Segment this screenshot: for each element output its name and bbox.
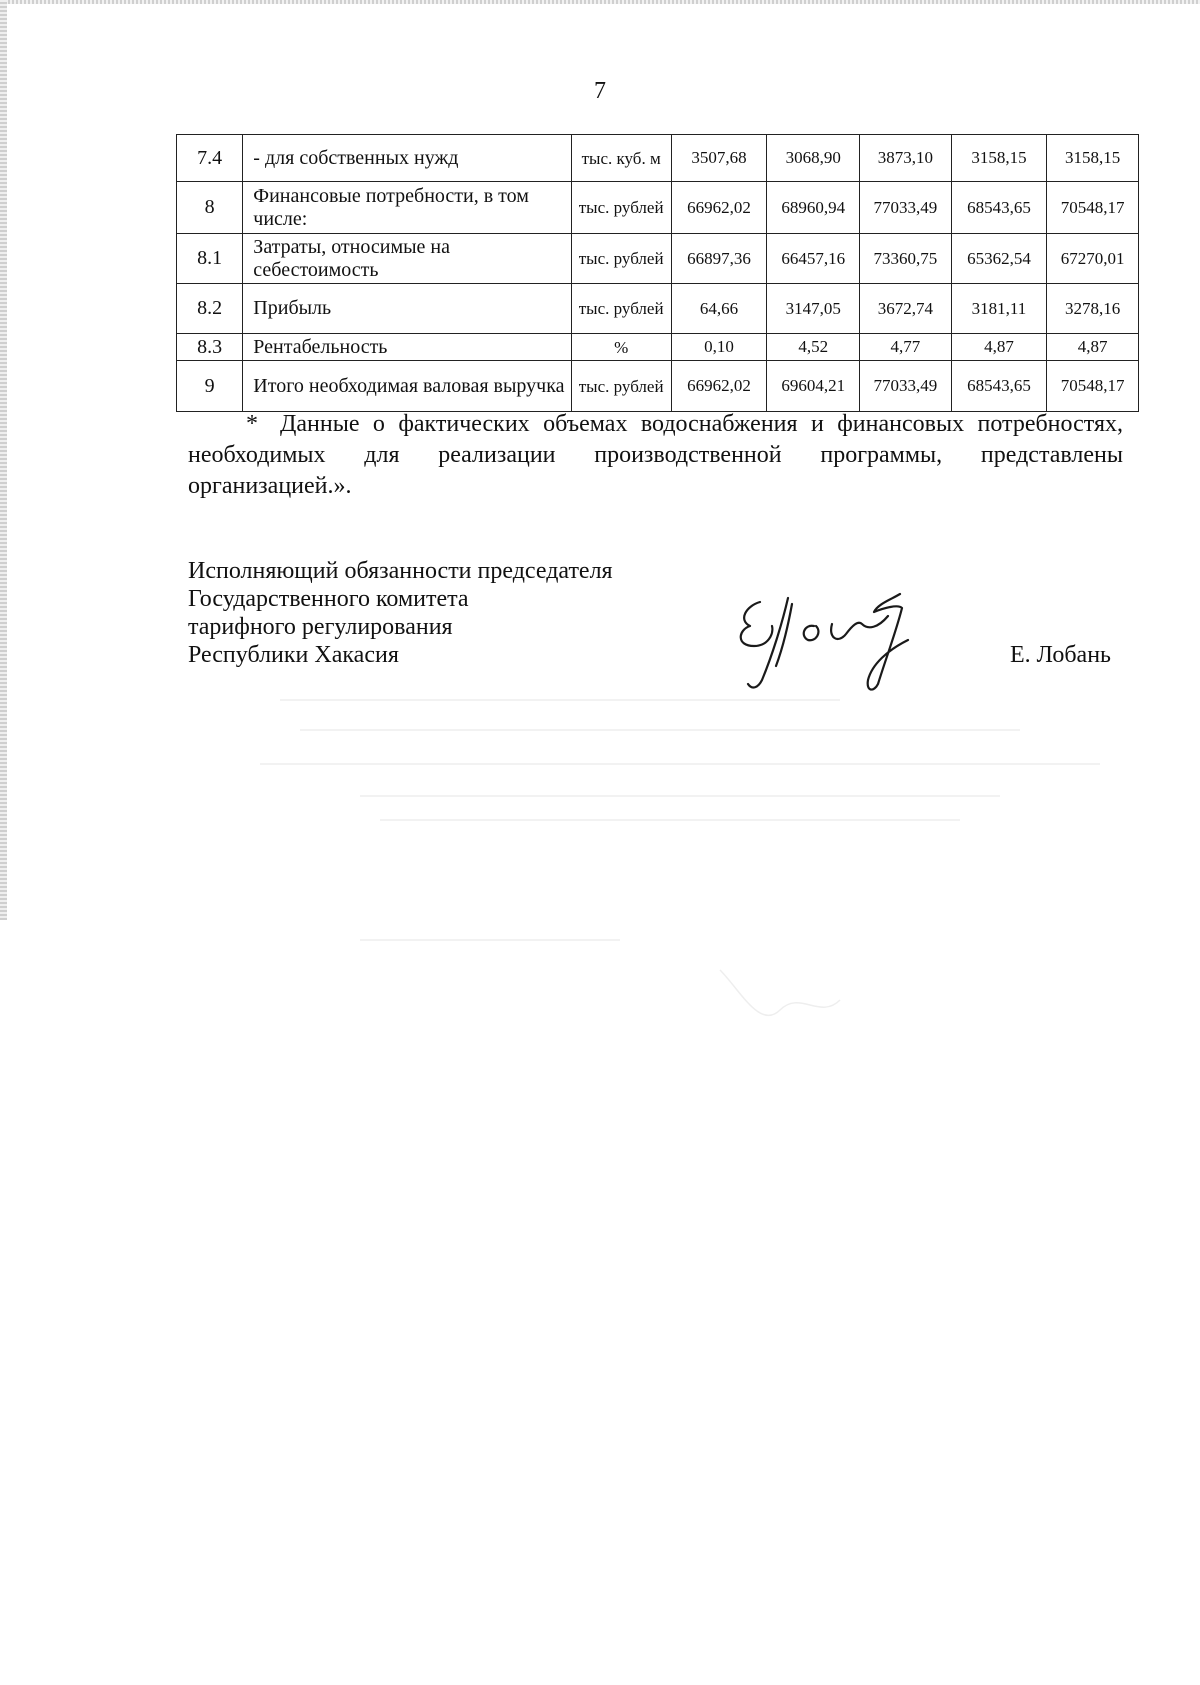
row-value: 70548,17 <box>1047 182 1139 234</box>
row-unit: % <box>571 334 671 361</box>
row-value: 3672,74 <box>860 284 952 334</box>
signer-line: Исполняющий обязанности председателя <box>188 558 613 584</box>
footnote-text: Данные о фактических объемах водоснабжения и финансовых потребностях, необходимых для реализации производственной программы, представлены организацией.». <box>188 411 1123 499</box>
row-label: Итого необходимая валовая выручка <box>243 361 571 412</box>
data-table <box>176 134 1139 412</box>
row-unit: тыс. рублей <box>571 284 671 334</box>
row-number: 8.3 <box>177 334 243 361</box>
signer-line: Государственного комитета <box>188 586 469 612</box>
footnote <box>188 409 1123 502</box>
table-row <box>177 135 1139 182</box>
row-value: 73360,75 <box>860 234 952 284</box>
row-value: 3147,05 <box>767 284 860 334</box>
scan-edge-left <box>0 0 7 920</box>
row-value: 3158,15 <box>951 135 1047 182</box>
table-row <box>177 284 1139 334</box>
row-number: 8.2 <box>177 284 243 334</box>
row-unit: тыс. куб. м <box>571 135 671 182</box>
row-unit: тыс. рублей <box>571 182 671 234</box>
row-value: 66897,36 <box>671 234 767 284</box>
row-value: 3181,11 <box>951 284 1047 334</box>
bleed-through-shadow <box>240 690 1120 1150</box>
handwritten-signature <box>728 580 938 695</box>
row-value: 3873,10 <box>860 135 952 182</box>
row-value: 68960,94 <box>767 182 860 234</box>
row-value: 70548,17 <box>1047 361 1139 412</box>
row-value: 4,87 <box>1047 334 1139 361</box>
signer-block <box>188 557 613 669</box>
row-value: 64,66 <box>671 284 767 334</box>
scan-edge-top <box>0 0 1200 4</box>
row-unit: тыс. рублей <box>571 361 671 412</box>
row-value: 3068,90 <box>767 135 860 182</box>
row-value: 0,10 <box>671 334 767 361</box>
footnote-marker: * <box>246 411 258 437</box>
table-row <box>177 334 1139 361</box>
signatory-name: Е. Лобань <box>1010 642 1111 668</box>
row-value: 65362,54 <box>951 234 1047 284</box>
row-label: - для собственных нужд <box>243 135 571 182</box>
row-number: 8.1 <box>177 234 243 284</box>
row-value: 3278,16 <box>1047 284 1139 334</box>
row-value: 66962,02 <box>671 361 767 412</box>
row-value: 3507,68 <box>671 135 767 182</box>
row-number: 7.4 <box>177 135 243 182</box>
row-value: 68543,65 <box>951 361 1047 412</box>
table-row <box>177 182 1139 234</box>
row-label: Затраты, относимые на себестоимость <box>243 234 571 284</box>
row-label: Прибыль <box>243 284 571 334</box>
row-value: 4,77 <box>860 334 952 361</box>
row-value: 67270,01 <box>1047 234 1139 284</box>
row-label: Рентабельность <box>243 334 571 361</box>
row-number: 9 <box>177 361 243 412</box>
table-row <box>177 234 1139 284</box>
signer-line: тарифного регулирования <box>188 614 453 640</box>
table-row <box>177 361 1139 412</box>
row-value: 68543,65 <box>951 182 1047 234</box>
row-value: 66457,16 <box>767 234 860 284</box>
row-value: 77033,49 <box>860 361 952 412</box>
signer-line: Республики Хакасия <box>188 642 399 668</box>
row-value: 66962,02 <box>671 182 767 234</box>
row-value: 77033,49 <box>860 182 952 234</box>
row-label: Финансовые потребности, в том числе: <box>243 182 571 234</box>
page-number: 7 <box>594 78 606 104</box>
row-value: 3158,15 <box>1047 135 1139 182</box>
row-number: 8 <box>177 182 243 234</box>
row-value: 4,52 <box>767 334 860 361</box>
row-value: 69604,21 <box>767 361 860 412</box>
row-unit: тыс. рублей <box>571 234 671 284</box>
row-value: 4,87 <box>951 334 1047 361</box>
